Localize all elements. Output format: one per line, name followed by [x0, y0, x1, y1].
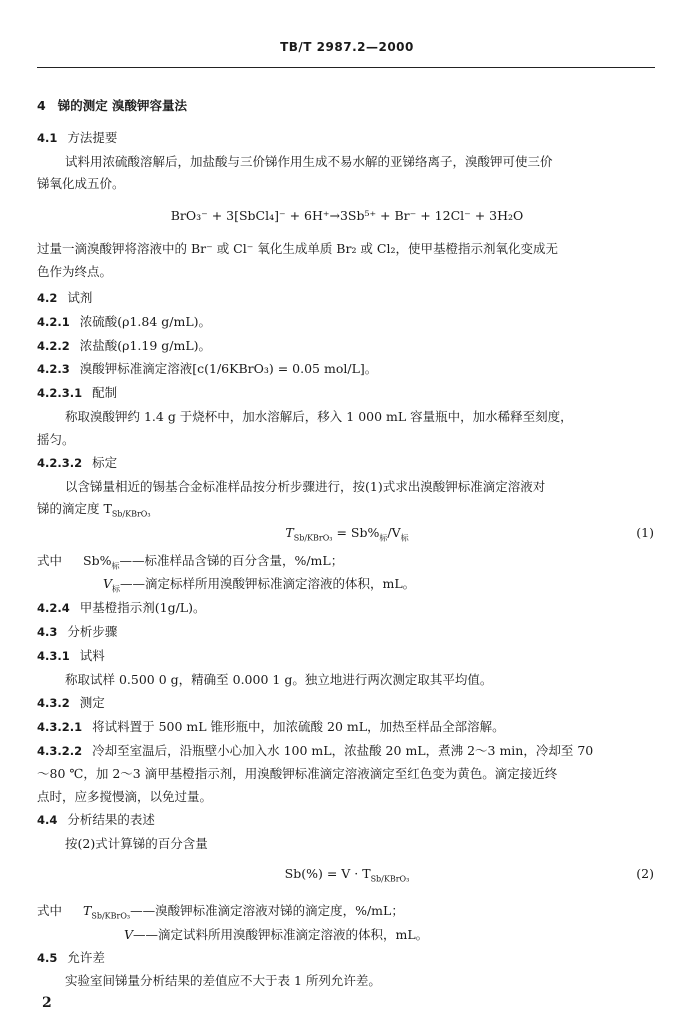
paragraph-line: 称取试样 0.500 0 g，精确至 0.000 1 g。独立地进行两次测定取其平均值。 — [65, 672, 493, 687]
subsection-4-3-heading — [37, 624, 657, 640]
clause-text: 将试料置于 500 mL 锥形瓶中，加浓硫酸 20 mL，加热至样品全部溶解。 — [92, 719, 505, 734]
subsection-number: 4.3 — [37, 625, 58, 639]
clause-number: 4.2.3.1 — [37, 386, 83, 400]
where-line-2 — [124, 927, 694, 943]
subsection-number: 4.4 — [37, 813, 58, 827]
subsection-title: 试剂 — [67, 290, 93, 305]
subscript: 标 — [112, 584, 121, 594]
clause-title: 标定 — [92, 455, 118, 470]
paragraph-line: 摇匀。 — [37, 432, 75, 447]
clause-4-2-1 — [37, 314, 657, 330]
subscript: 标 — [111, 561, 120, 571]
clause-text: 冷却至室温后，沿瓶壁小心加入水 100 mL，浓盐酸 20 mL，煮沸 2～3 min，冷却至 70 — [92, 743, 594, 758]
definition-text: ——标准样品含锑的百分含量，%/mL； — [119, 553, 344, 568]
equation-text: /V — [387, 525, 401, 540]
equation-text: = Sb% — [332, 525, 380, 540]
definition-text: ——滴定标样所用溴酸钾标准滴定溶液的体积，mL。 — [120, 576, 416, 591]
section-number: 4 — [37, 98, 46, 113]
clause-number: 4.2.4 — [37, 601, 70, 615]
header-rule — [37, 67, 655, 68]
clause-number: 4.3.1 — [37, 649, 70, 663]
subsection-4-5-heading — [37, 950, 657, 966]
subsection-4-4-heading — [37, 812, 657, 828]
clause-number: 4.2.3 — [37, 362, 70, 376]
paragraph-line: 实验室间锑量分析结果的差值应不大于表 1 所列允许差。 — [65, 973, 381, 988]
subsection-title: 允许差 — [67, 950, 105, 965]
definition-text: ——滴定试料所用溴酸钾标准滴定溶液的体积，mL。 — [133, 927, 429, 942]
equation-number: (2) — [636, 866, 654, 881]
subscript: Sb/KBrO₃ — [370, 874, 410, 884]
symbol: Sb% — [83, 553, 112, 568]
clause-number: 4.2.1 — [37, 315, 70, 329]
clause-number: 4.3.2 — [37, 696, 70, 710]
clause-4-2-3-1-heading — [37, 385, 657, 401]
subscript: Sb/KBrO₃ — [91, 911, 131, 921]
subsection-number: 4.2 — [37, 291, 58, 305]
paragraph-line: 以含锑量相近的锡基合金标准样品按分析步骤进行，按(1)式求出溴酸钾标准滴定溶液对 — [65, 479, 546, 494]
symbol: V — [103, 576, 113, 591]
paragraph-text: 锑的滴定度 T — [37, 501, 112, 516]
paragraph-line: 按(2)式计算锑的百分含量 — [65, 836, 208, 851]
subsection-4-1-heading — [37, 130, 657, 146]
standard-code-header: TB/T 2987.2—2000 — [280, 40, 414, 54]
where-line-2 — [103, 576, 694, 598]
equation-2 — [0, 866, 694, 888]
clause-title: 试料 — [79, 648, 105, 663]
section-heading — [37, 98, 657, 114]
clause-4-3-2-1 — [37, 719, 657, 735]
subsection-number: 4.1 — [37, 131, 58, 145]
clause-4-2-2 — [37, 338, 657, 354]
paragraph-line: ～80 ℃，加 2～3 滴甲基橙指示剂，用溴酸钾标准滴定溶液滴定至红色变为黄色。滴定接近终 — [37, 766, 558, 781]
definition-text: ——溴酸钾标准滴定溶液对锑的滴定度，%/mL； — [130, 903, 404, 918]
equation-text: Sb(%) = V · T — [284, 866, 371, 881]
equation-reaction: BrO₃⁻ + 3[SbCl₄]⁻ + 6H⁺→3Sb⁵⁺ + Br⁻ + 12Cl⁻ + 3H₂O — [170, 208, 524, 223]
clause-4-2-3-2-heading — [37, 455, 657, 471]
subsection-title: 方法提要 — [67, 130, 118, 145]
symbol: T — [83, 903, 92, 918]
clause-text: 浓硫酸(ρ1.84 g/mL)。 — [79, 314, 212, 329]
subsection-number: 4.5 — [37, 951, 58, 965]
subscript: Sb/KBrO₃ — [293, 533, 333, 543]
clause-title: 测定 — [79, 695, 105, 710]
clause-4-2-3 — [37, 361, 657, 377]
paragraph-line: 锑氧化成五价。 — [37, 176, 125, 191]
section-title: 锑的测定 溴酸钾容量法 — [57, 98, 188, 113]
symbol: V — [124, 927, 134, 942]
subscript: 标 — [400, 533, 409, 543]
subscript: 标 — [379, 533, 388, 543]
clause-text: 溴酸钾标准滴定溶液[c(1/6KBrO₃) = 0.05 mol/L]。 — [79, 361, 378, 376]
equation-1 — [0, 525, 694, 547]
clause-text: 甲基橙指示剂(1g/L)。 — [79, 600, 206, 615]
clause-number: 4.3.2.1 — [37, 720, 83, 734]
clause-number: 4.2.3.2 — [37, 456, 83, 470]
subsection-title: 分析结果的表述 — [67, 812, 155, 827]
clause-title: 配制 — [92, 385, 118, 400]
where-line-1 — [37, 903, 657, 925]
paragraph-line: 称取溴酸钾约 1.4 g 于烧杯中，加水溶解后，移入 1 000 mL 容量瓶中，加水稀释至刻度， — [65, 409, 573, 424]
subsection-4-2-heading — [37, 290, 657, 306]
paragraph-line: 点时，应多搅慢滴，以免过量。 — [37, 789, 213, 804]
paragraph-line: 过量一滴溴酸钾将溶液中的 Br⁻ 或 Cl⁻ 氧化生成单质 Br₂ 或 Cl₂，使甲基橙指示剂氧化变成无 — [37, 241, 558, 256]
clause-4-3-2-heading — [37, 695, 657, 711]
equation-number: (1) — [636, 525, 654, 540]
paragraph-line: 试料用浓硫酸溶解后，加盐酸与三价锑作用生成不易水解的亚锑络离子，溴酸钾可使三价 — [65, 154, 553, 169]
where-line-1 — [37, 553, 657, 575]
clause-number: 4.2.2 — [37, 339, 70, 353]
subsection-title: 分析步骤 — [67, 624, 118, 639]
clause-number: 4.3.2.2 — [37, 744, 83, 758]
equation-symbol: T — [285, 525, 294, 540]
clause-4-2-4 — [37, 600, 657, 616]
clause-text: 浓盐酸(ρ1.19 g/mL)。 — [79, 338, 212, 353]
clause-4-3-2-2 — [37, 743, 657, 759]
where-label: 式中 — [37, 553, 63, 568]
paragraph-line: 色作为终点。 — [37, 264, 113, 279]
paragraph-line — [37, 501, 657, 523]
where-label: 式中 — [37, 903, 63, 918]
subscript: Sb/KBrO₃ — [111, 509, 151, 519]
page-number: 2 — [42, 995, 52, 1011]
clause-4-3-1-heading — [37, 648, 657, 664]
